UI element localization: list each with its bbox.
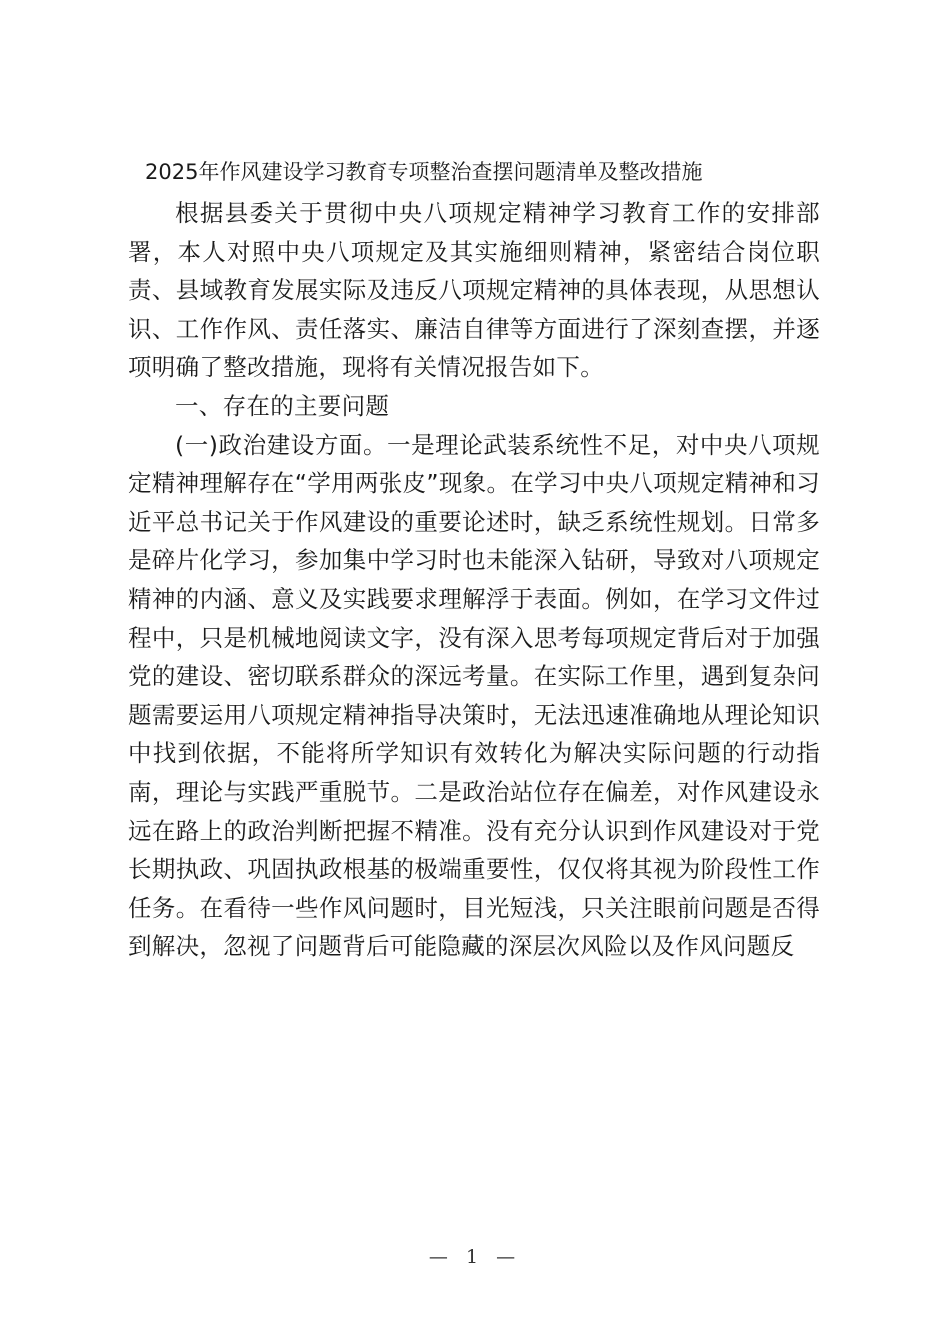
- section-heading: 一、存在的主要问题: [175, 391, 390, 420]
- document-title: 2025年作风建设学习教育专项整治查摆问题清单及整改措施: [145, 160, 703, 184]
- intro-paragraph: 根据县委关于贯彻中央八项规定精神学习教育工作的安排部署，本人对照中央八项规定及其实施细则精神，紧密结合岗位职责、县域教育发展实际及违反八项规定精神的具体表现，从思想认识、工作作风、责任落实、廉洁自律等方面进行了深刻查摆，并逐项明确了整改措施，现将有关情况报告如下。: [128, 199, 820, 382]
- body-paragraph: (一)政治建设方面。一是理论武装系统性不足，对中央八项规定精神理解存在“学用两张皮”现象。在学习中央八项规定精神和习近平总书记关于作风建设的重要论述时，缺乏系统性规划。日常多是碎片化学习，参加集中学习时也未能深入钻研，导致对八项规定精神的内涵、意义及实践要求理解浮于表面。例如，在学习文件过程中，只是机械地阅读文字，没有深入思考每项规定背后对于加强党的建设、密切联系群众的深远考量。在实际工作里，遇到复杂问题需要运用八项规定精神指导决策时，无法迅速准确地从理论知识中找到依据，不能将所学知识有效转化为解决实际问题的行动指南，理论与实践严重脱节。二是政治站位存在偏差，对作风建设永远在路上的政治判断把握不精准。没有充分认识到作风建设对于党长期执政、巩固执政根基的极端重要性，仅仅将其视为阶段性工作任务。在看待一些作风问题时，目光短浅，只关注眼前问题是否得到解决，忽视了问题背后可能隐藏的深层次风险以及作风问题反: [128, 430, 820, 961]
- page-number: — 1 —: [428, 1246, 522, 1268]
- document-body: [128, 194, 820, 966]
